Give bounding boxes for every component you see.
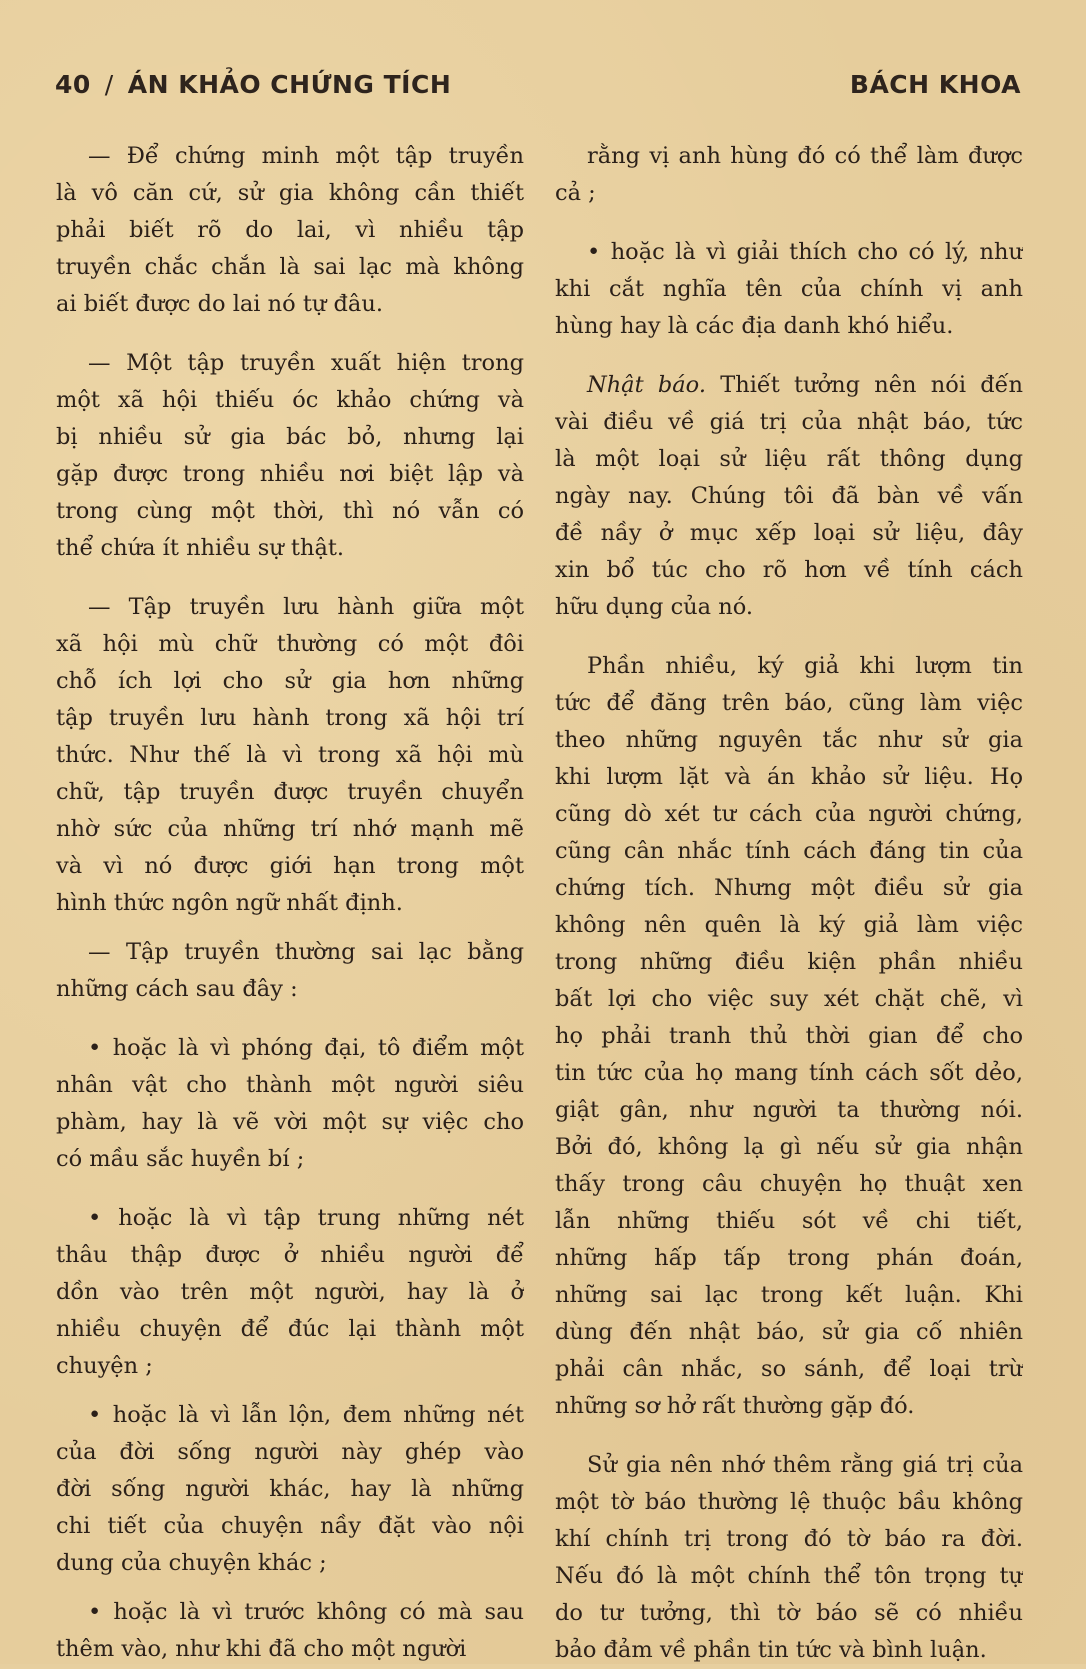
text-line: xã hội mù chữ thường có một đôi <box>56 631 524 657</box>
text-line: • hoặc là vì tập trung những nét <box>88 1205 524 1231</box>
text-line: xin bổ túc cho rõ hơn về tính cách <box>555 557 1023 583</box>
text-line: khi lượm lặt và án khảo sử liệu. Họ <box>555 764 1023 790</box>
header-separator: / <box>104 70 114 99</box>
text-line: hữu dụng của nó. <box>555 594 754 620</box>
text-line: họ phải tranh thủ thời gian để cho <box>555 1023 1023 1049</box>
text-line: chi tiết của chuyện nầy đặt vào nội <box>56 1513 524 1539</box>
paragraph <box>56 138 524 323</box>
left-column <box>56 138 524 1668</box>
text-line: Sử gia nên nhớ thêm rằng giá trị của <box>587 1452 1023 1478</box>
paragraph <box>56 1030 524 1178</box>
paragraph <box>555 648 1023 1425</box>
text-line: bất lợi cho việc suy xét chặt chẽ, vì <box>555 986 1023 1012</box>
text-line: truyền chắc chắn là sai lạc mà không <box>56 254 524 280</box>
text-line: thâu thập được ở nhiều người để <box>56 1242 524 1268</box>
paragraph <box>56 934 524 1008</box>
paragraph <box>56 1200 524 1385</box>
text-line: Nhật báo. Thiết tưởng nên nói đến <box>587 372 1023 398</box>
text-line: dồn vào trên một người, hay là ở <box>56 1279 524 1305</box>
text-line: giật gân, như người ta thường nói. <box>555 1097 1023 1123</box>
paragraph <box>555 1447 1023 1669</box>
text-line: bảo đảm về phần tin tức và bình luận. <box>555 1637 987 1663</box>
text-line: vài điều về giá trị của nhật báo, tức <box>555 409 1023 435</box>
text-line: thức. Như thế là vì trong xã hội mù <box>56 742 524 768</box>
text-line: thêm vào, như khi đã cho một người <box>56 1636 467 1662</box>
paragraph <box>56 1594 524 1668</box>
text-line: nhờ sức của những trí nhớ mạnh mẽ <box>56 816 524 842</box>
text-line: không nên quên là ký giả làm việc <box>555 912 1023 938</box>
text-line: là một loại sử liệu rất thông dụng <box>555 446 1023 472</box>
text-line: • hoặc là vì lẫn lộn, đem những nét <box>88 1402 524 1428</box>
paragraph <box>555 234 1023 345</box>
text-line: khi cắt nghĩa tên của chính vị anh <box>555 276 1023 302</box>
text-line: chứng tích. Nhưng một điều sử gia <box>555 875 1023 901</box>
text-line: thể chứa ít nhiều sự thật. <box>56 535 345 561</box>
text-line: trong cùng một thời, thì nó vẫn có <box>56 498 524 524</box>
section-title: ÁN KHẢO CHỨNG TÍCH <box>127 70 452 99</box>
text-line: đời sống người khác, hay là những <box>56 1476 524 1502</box>
header-left <box>55 70 451 99</box>
text-line: có mầu sắc huyền bí ; <box>56 1146 305 1172</box>
journal-title: BÁCH KHOA <box>849 70 1021 99</box>
text-line: khí chính trị trong đó tờ báo ra đời. <box>555 1526 1023 1552</box>
text-line: hùng hay là các địa danh khó hiểu. <box>555 313 954 339</box>
text-line: rằng vị anh hùng đó có thể làm được <box>587 143 1023 169</box>
text-line: và vì nó được giới hạn trong một <box>56 853 524 879</box>
text-line: đề nầy ở mục xếp loại sử liệu, đây <box>555 520 1023 546</box>
text-line: cũng cân nhắc tính cách đáng tin của <box>555 838 1023 864</box>
text-line: • hoặc là vì phóng đại, tô điểm một <box>88 1035 524 1061</box>
text-line: cả ; <box>555 180 596 206</box>
text-line: — Một tập truyền xuất hiện trong <box>88 350 524 376</box>
text-line: những sơ hở rất thường gặp đó. <box>555 1393 915 1419</box>
text-line: ai biết được do lai nó tự đâu. <box>56 291 383 317</box>
text-line: hình thức ngôn ngữ nhất định. <box>56 890 403 916</box>
paragraph <box>56 345 524 567</box>
text-line: một tờ báo thường lệ thuộc bầu không <box>555 1489 1023 1515</box>
text-line: Nếu đó là một chính thể tôn trọng tự <box>555 1563 1023 1589</box>
text-line: chỗ ích lợi cho sử gia hơn những <box>56 668 524 694</box>
text-line: phải cân nhắc, so sánh, để loại trừ <box>555 1356 1023 1382</box>
page-number: 40 <box>55 70 91 99</box>
paragraph <box>56 1397 524 1582</box>
text-line: phàm, hay là vẽ vời một sự việc cho <box>56 1109 524 1135</box>
text-line: nhiều chuyện để đúc lại thành một <box>56 1316 524 1342</box>
text-line: — Tập truyền thường sai lạc bằng <box>88 939 524 965</box>
text-line: thấy trong câu chuyện họ thuật xen <box>555 1171 1023 1197</box>
paragraph <box>555 367 1023 626</box>
text-line: tức để đăng trên báo, cũng làm việc <box>555 690 1023 716</box>
text-line: bị nhiều sử gia bác bỏ, nhưng lại <box>56 424 524 450</box>
text-line: — Để chứng minh một tập truyền <box>88 143 524 169</box>
text-line: là vô căn cứ, sử gia không cần thiết <box>56 180 524 206</box>
text-line: những sai lạc trong kết luận. Khi <box>555 1282 1023 1308</box>
text-line: những hấp tấp trong phán đoán, <box>555 1245 1023 1271</box>
text-line: dùng đến nhật báo, sử gia cố nhiên <box>555 1319 1023 1345</box>
text-line: của đời sống người này ghép vào <box>56 1439 524 1465</box>
text-line: phải biết rõ do lai, vì nhiều tập <box>56 217 524 243</box>
paragraph <box>555 138 1023 212</box>
text-line: nhân vật cho thành một người siêu <box>56 1072 524 1098</box>
text-line: trong những điều kiện phần nhiều <box>555 949 1023 975</box>
text-line: Phần nhiều, ký giả khi lượm tin <box>587 653 1023 679</box>
running-header <box>55 70 1021 110</box>
paragraph <box>56 589 524 922</box>
text-line: Bởi đó, không lạ gì nếu sử gia nhận <box>555 1134 1023 1160</box>
text-line: một xã hội thiếu óc khảo chứng và <box>56 387 524 413</box>
text-line: • hoặc là vì giải thích cho có lý, như <box>587 239 1023 265</box>
text-line: cũng dò xét tư cách của người chứng, <box>555 801 1023 827</box>
text-line: do tư tưởng, thì tờ báo sẽ có nhiều <box>555 1600 1023 1626</box>
right-column <box>555 138 1023 1669</box>
text-line: theo những nguyên tắc như sử gia <box>555 727 1023 753</box>
text-line: những cách sau đây : <box>56 976 298 1002</box>
text-line: tin tức của họ mang tính cách sốt dẻo, <box>555 1060 1023 1086</box>
text-line: dung của chuyện khác ; <box>56 1550 327 1576</box>
text-line: chữ, tập truyền được truyền chuyển <box>56 779 524 805</box>
text-line: chuyện ; <box>56 1353 153 1379</box>
text-line: — Tập truyền lưu hành giữa một <box>88 594 524 620</box>
text-line: lẫn những thiếu sót về chi tiết, <box>555 1208 1023 1234</box>
text-line: ngày nay. Chúng tôi đã bàn về vấn <box>555 483 1023 509</box>
text-line: gặp được trong nhiều nơi biệt lập và <box>56 461 524 487</box>
text-line: tập truyền lưu hành trong xã hội trí <box>56 705 524 731</box>
text-line: • hoặc là vì trước không có mà sau <box>88 1599 524 1625</box>
